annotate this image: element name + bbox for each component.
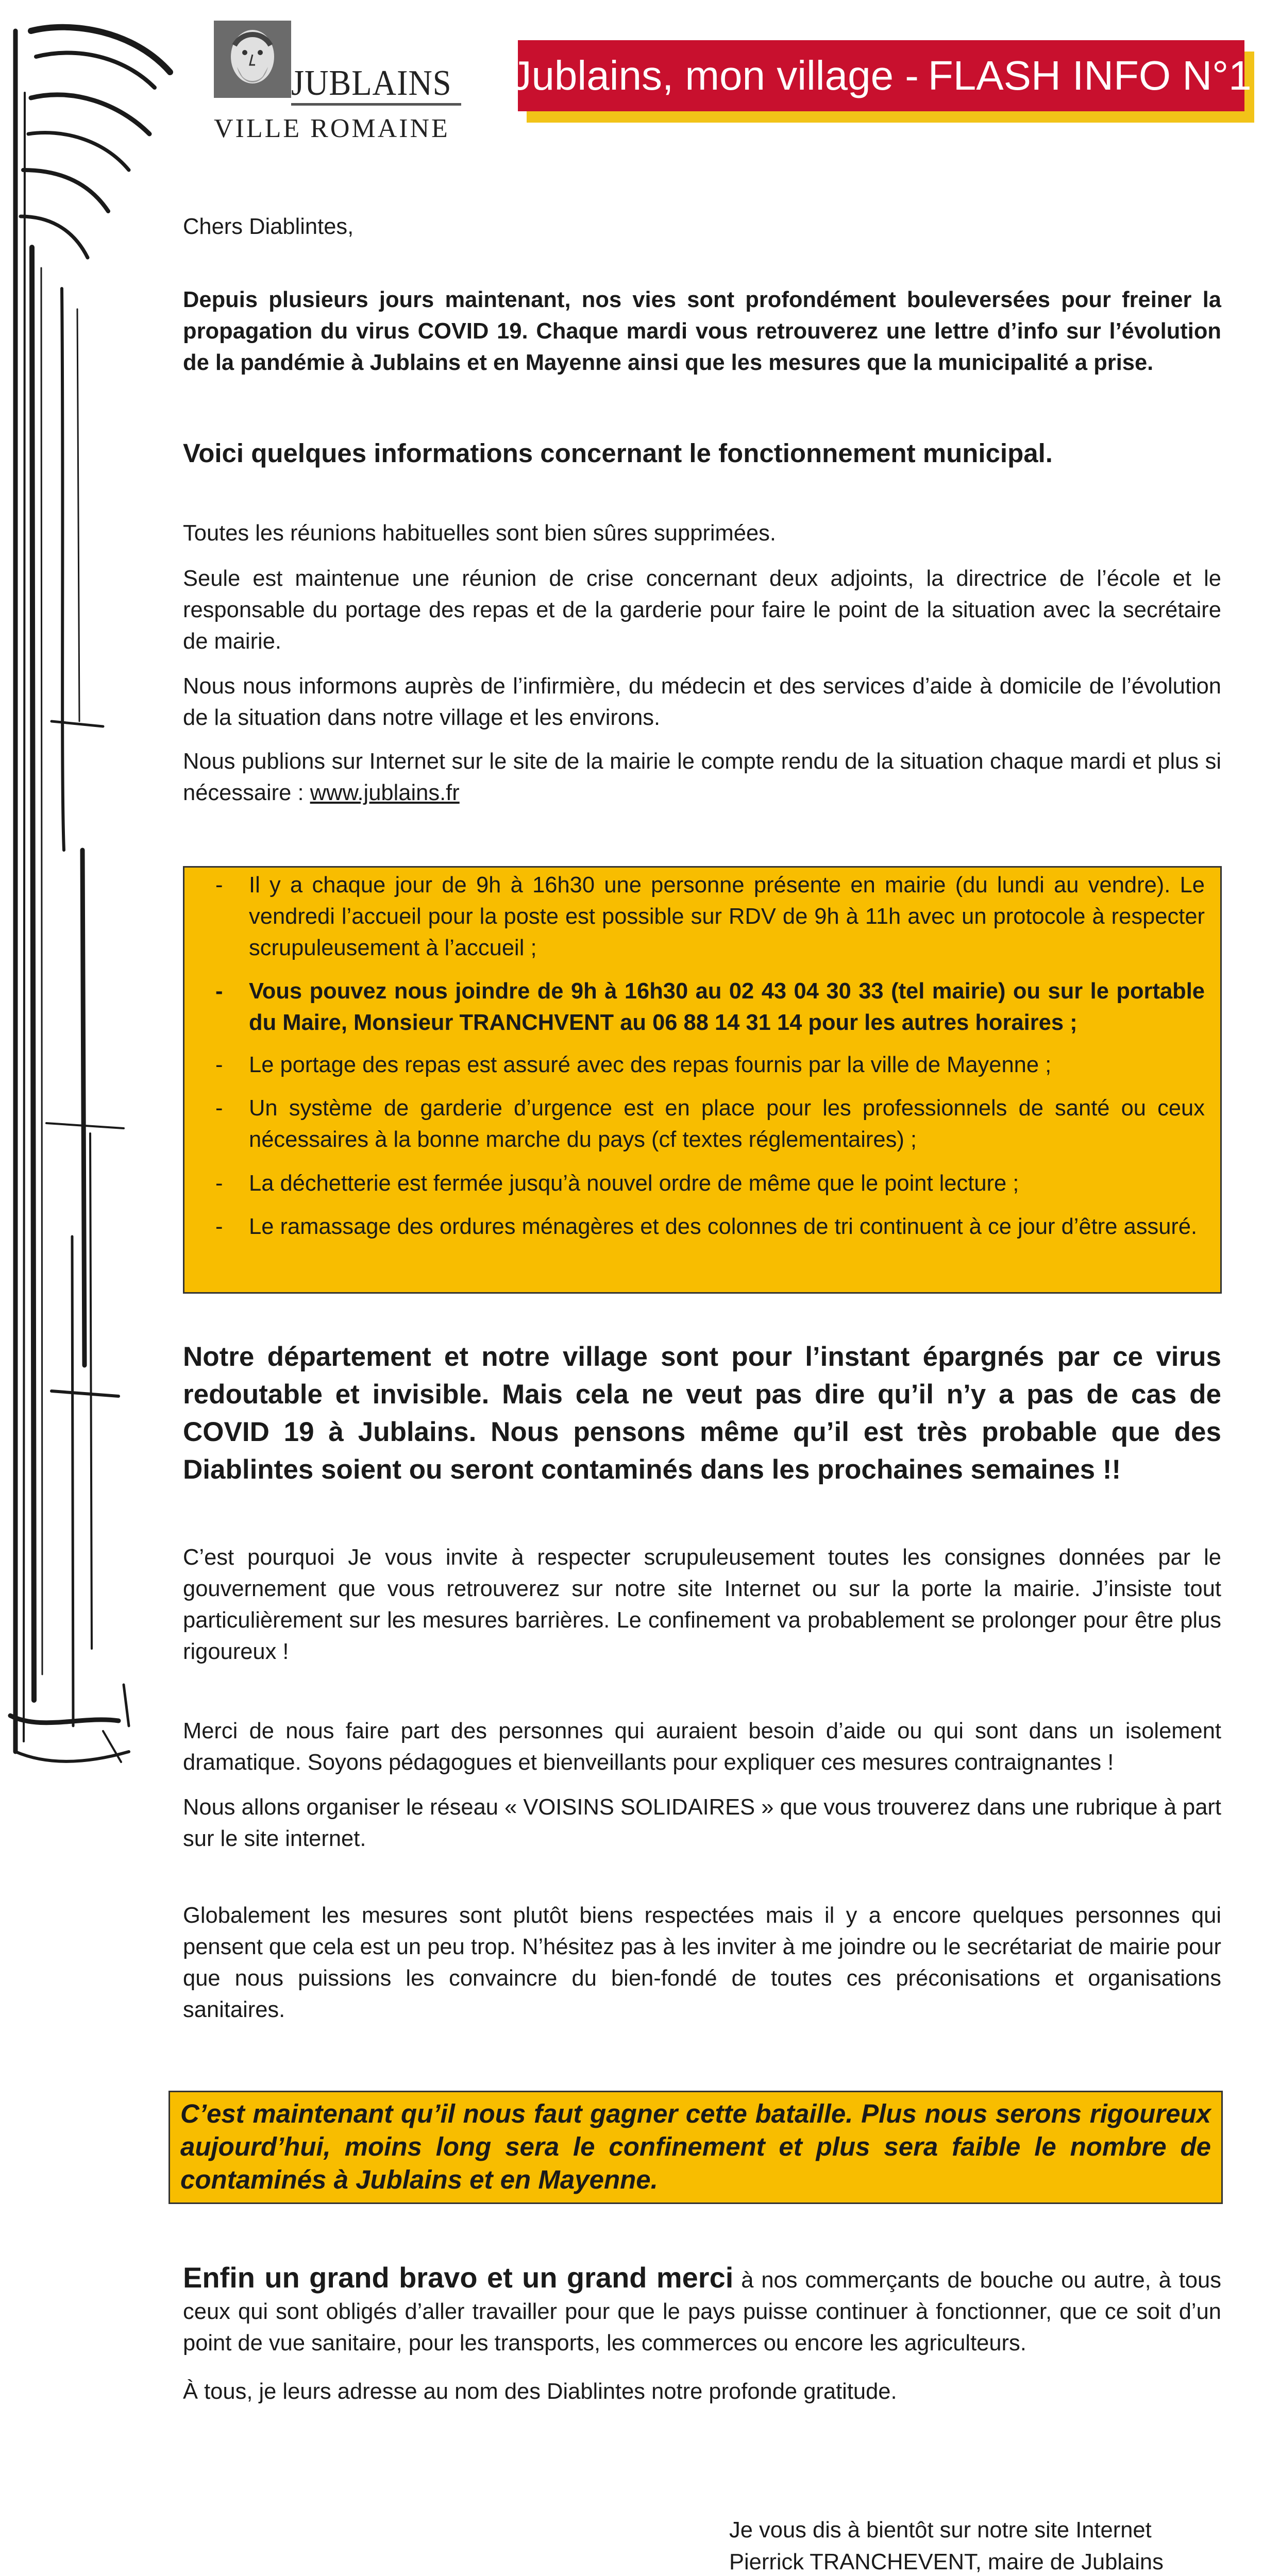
warning-paragraph: Notre département et notre village sont pour l’instant épargnés par ce virus redoutable et invisible. Mais cela ne veut pas dire qu’il n’y a pas de cas de COVID 19 à Jublains. Nous pensons même qu’il est très probable que des Diablintes soient ou seront contaminés dans les prochaines semaines !! <box>183 1342 1221 1485</box>
list-item-text: Il y a chaque jour de 9h à 16h30 une personne présente en mairie (du lundi au vendre). Le vendredi l’accueil pour la poste est possible sur RDV de 9h à 11h avec un protocole à respecter scrupuleusement à l’accueil ; <box>249 873 1205 960</box>
paragraph-respect-rules: C’est pourquoi Je vous invite à respecter scrupuleusement toutes les consignes données par le gouvernement que vous retrouverez sur notre site Internet ou sur la porte la mairie. J’insiste tout particulièrement sur les mesures barrières. Le confinement va probablement se prolonger pour être plus rigoureux ! <box>183 1545 1221 1664</box>
logo-subtitle: VILLE ROMAINE <box>214 114 450 143</box>
list-item-text: Un système de garderie d’urgence est en place pour les professionnels de santé ou ceux nécessaires à la bonne marche du pays (cf textes réglementaires) ; <box>249 1096 1205 1152</box>
thanks-rest: à nos commerçants de bouche ou autre, à tous ceux qui sont obligés d’aller travailler pour que le pays puisse continuer à fonctionner, que ce soit d’un point de vue sanitaire, pour les transports, les commerces ou encore les agriculteurs. <box>183 2268 1221 2355</box>
callout-box <box>169 2091 1223 2204</box>
jublains-logo <box>214 21 471 143</box>
paragraph-solidarity-network: Nous allons organiser le réseau « VOISINS SOLIDAIRES » que vous trouverez dans une rubrique à part sur le site internet. <box>183 1795 1221 1851</box>
list-dash: - <box>215 979 223 1004</box>
paragraph-publish-text: Nous publions sur Internet sur le site de la mairie le compte rendu de la situation chaque mardi et plus si nécessaire : <box>183 749 1221 805</box>
paragraph-crisis-meeting: Seule est maintenue une réunion de crise concernant deux adjoints, la directrice de l’école et le responsable du portage des repas et de la garderie pour faire le point de la situation avec la secrétaire de mairie. <box>183 566 1221 654</box>
logo-title: JUBLAINS <box>291 63 452 103</box>
list-dash: - <box>215 1171 223 1196</box>
mayor-signature-name: Pierrick TRANCHEVENT, maire de Jublains <box>729 2550 1164 2574</box>
section-heading: Voici quelques informations concernant le fonctionnement municipal. <box>183 438 1053 468</box>
list-dash: - <box>215 1053 223 1077</box>
banner-village-text: Jublains, mon village - <box>511 53 919 98</box>
flash-info-banner <box>511 40 1252 111</box>
paragraph-inform: Nous nous informons auprès de l’infirmière, du médecin et des services d’aide à domicile de l’évolution de la situation dans notre village et les environs. <box>183 674 1221 730</box>
banner-flash-info: FLASH INFO N°1 <box>928 53 1252 98</box>
list-item-text: La déchetterie est fermée jusqu’à nouvel ordre de même que le point lecture ; <box>249 1171 1019 1196</box>
closing-line: Je vous dis à bientôt sur notre site Internet <box>729 2518 1152 2543</box>
paragraph-globally: Globalement les mesures sont plutôt biens respectées mais il y a encore quelques personnes qui pensent que cela est un peu trop. N’hésitez pas à les inviter à me joindre ou le secrétariat de mairie pour que nous puissions les convaincre du bien-fondé de toutes ces préconisations et organisations sanitaires. <box>183 1903 1221 2022</box>
decorative-ribbon <box>0 0 175 1803</box>
website-link[interactable]: www.jublains.fr <box>310 781 460 805</box>
list-dash: - <box>215 1214 223 1239</box>
paragraph-meetings: Toutes les réunions habituelles sont bien sûres supprimées. <box>183 521 776 546</box>
callout-text: C’est maintenant qu’il nous faut gagner cette bataille. Plus nous serons rigoureux aujourd’hui, moins long sera le confinement et plus sera faible le nombre de contaminés à Jublains et en Mayenne. <box>180 2099 1211 2194</box>
logo-divider <box>291 103 461 106</box>
list-item-text: Le ramassage des ordures ménagères et des colonnes de tri continuent à ce jour d’être assuré. <box>249 1214 1198 1239</box>
paragraph-publish <box>183 746 1221 809</box>
paragraph-help: Merci de nous faire part des personnes qui auraient besoin d’aide ou qui sont dans un isolement dramatique. Soyons pédagogues et bienveillants pour expliquer ces mesures contraignantes ! <box>183 1719 1221 1775</box>
list-item-text-contact: Vous pouvez nous joindre de 9h à 16h30 au 02 43 04 30 33 (tel mairie) ou sur le portable du Maire, Monsieur TRANCHVENT au 06 88 14 31 14 pour les autres horaires ; <box>249 979 1205 1035</box>
greeting: Chers Diablintes, <box>183 214 354 239</box>
thanks-lead: Enfin un grand bravo et un grand merci <box>183 2261 734 2294</box>
thanks-paragraph <box>183 2262 1221 2359</box>
intro-paragraph: Depuis plusieurs jours maintenant, nos vies sont profondément bouleversées pour freiner la propagation du virus COVID 19. Chaque mardi vous retrouverez une lettre d’info sur l’évolution de la pandémie à Jublains et en Mayenne ainsi que les mesures que la municipalité a prise. <box>183 287 1221 375</box>
list-dash: - <box>215 1096 223 1121</box>
list-item-text: Le portage des repas est assuré avec des repas fournis par la ville de Mayenne ; <box>249 1053 1052 1077</box>
roman-portrait-icon <box>214 21 291 98</box>
gratitude-paragraph: À tous, je leurs adresse au nom des Diablintes notre profonde gratitude. <box>183 2379 897 2404</box>
list-dash: - <box>215 873 223 897</box>
info-box <box>183 866 1222 1294</box>
